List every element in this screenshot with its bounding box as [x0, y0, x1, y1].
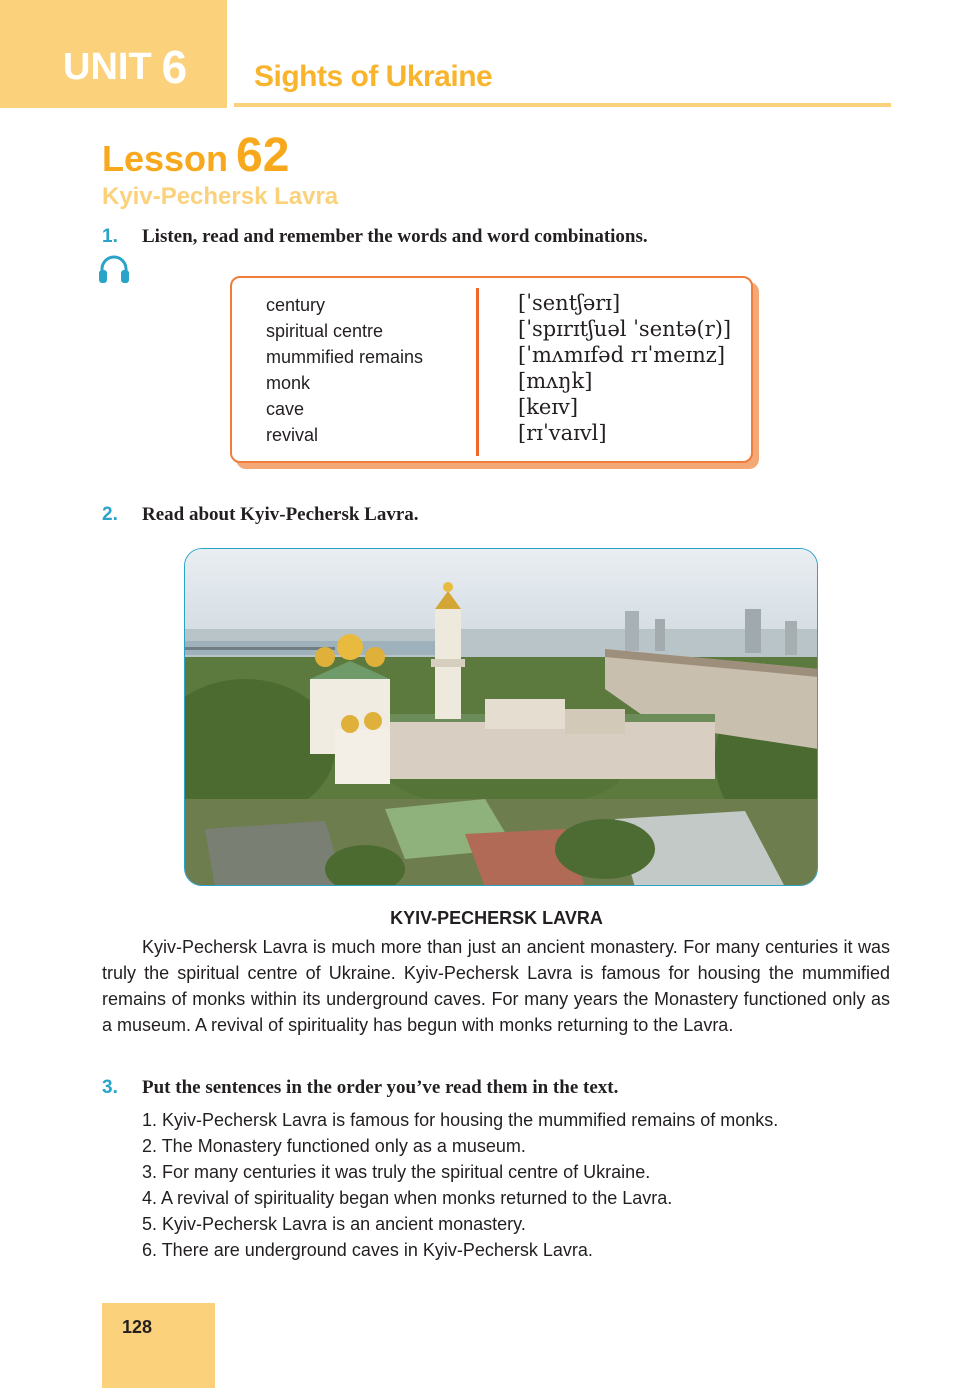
- task-2-number: 2.: [102, 504, 118, 525]
- task-1-number: 1.: [102, 226, 118, 247]
- lavra-aerial-illustration: [185, 549, 818, 886]
- vocabulary-word: monk: [266, 373, 311, 393]
- task-3-instruction: Put the sentences in the order you’ve read them in the text.: [142, 1077, 619, 1098]
- task-2-instruction: Read about Kyiv-Pechersk Lavra.: [142, 504, 419, 525]
- vocabulary-transcription: [rɪˈvaɪvl]: [518, 421, 607, 445]
- text-title: KYIV-PECHERSK LAVRA: [390, 908, 603, 928]
- vocabulary-word: spiritual centre: [266, 321, 384, 341]
- text-passage: Kyiv-Pechersk Lavra is much more than just an ancient monastery. For many centuries it was truly the spiritual centre of Ukraine. Kyiv-Pechersk Lavra is famous for housing the mummified remains of monks within its underground caves. For many years the Monastery functioned only as a museum. A revival of spirituality has begun with monks returning to the Lavra.: [102, 937, 890, 1035]
- unit-number: 6: [161, 41, 188, 93]
- unit-title-underline: [234, 103, 891, 107]
- lavra-photo: [184, 548, 818, 886]
- sentence-item: 3. For many centuries it was truly the spiritual centre of Ukraine.: [142, 1162, 651, 1182]
- vocabulary-words: [266, 292, 423, 448]
- lesson-label: Lesson: [102, 138, 229, 179]
- vocabulary-box: [230, 276, 753, 463]
- sentence-item: 1. Kyiv-Pechersk Lavra is famous for housing the mummified remains of monks.: [142, 1110, 779, 1130]
- vocabulary-word: revival: [266, 425, 319, 445]
- vocabulary-word: mummified remains: [266, 347, 424, 367]
- vocabulary-transcriptions: [518, 290, 731, 446]
- vocabulary-transcription: [ˈmʌmɪfəd rɪˈmeɪnz]: [518, 343, 726, 367]
- lesson-subtitle: Kyiv-Pechersk Lavra: [102, 183, 339, 210]
- vocabulary-transcription: [ˈsentʃərɪ]: [518, 291, 621, 315]
- vocabulary-transcription: [keɪv]: [518, 395, 579, 419]
- sentence-item: 5. Kyiv-Pechersk Lavra is an ancient monastery.: [142, 1214, 526, 1234]
- task-3-number: 3.: [102, 1077, 118, 1098]
- vocabulary-transcription: [mʌŋk]: [518, 369, 593, 393]
- sentence-item: 4. A revival of spirituality began when monks returned to the Lavra.: [142, 1188, 673, 1208]
- vocabulary-divider: [476, 288, 479, 456]
- sentence-list: [142, 1107, 778, 1263]
- page-number-box: [102, 1303, 215, 1388]
- lesson-heading: [102, 128, 289, 183]
- task-3: [102, 1077, 618, 1099]
- unit-title: Sights of Ukraine: [254, 60, 493, 93]
- unit-badge: [0, 0, 227, 108]
- task-1-instruction: Listen, read and remember the words and word combinations.: [142, 226, 648, 247]
- task-1: [102, 226, 648, 248]
- page-number: 128: [122, 1317, 153, 1337]
- lesson-number: 62: [236, 129, 290, 182]
- sentence-item: 2. The Monastery functioned only as a museum.: [142, 1136, 526, 1156]
- sentence-item: 6. There are underground caves in Kyiv-Pechersk Lavra.: [142, 1240, 593, 1260]
- headphones-icon[interactable]: [98, 254, 130, 284]
- vocabulary-transcription: [ˈspɪrɪtʃuəl ˈsentə(r)]: [518, 317, 732, 341]
- unit-label: UNIT: [63, 45, 152, 88]
- vocabulary-word: century: [266, 295, 326, 315]
- vocabulary-word: cave: [266, 399, 305, 419]
- task-2: [102, 504, 419, 526]
